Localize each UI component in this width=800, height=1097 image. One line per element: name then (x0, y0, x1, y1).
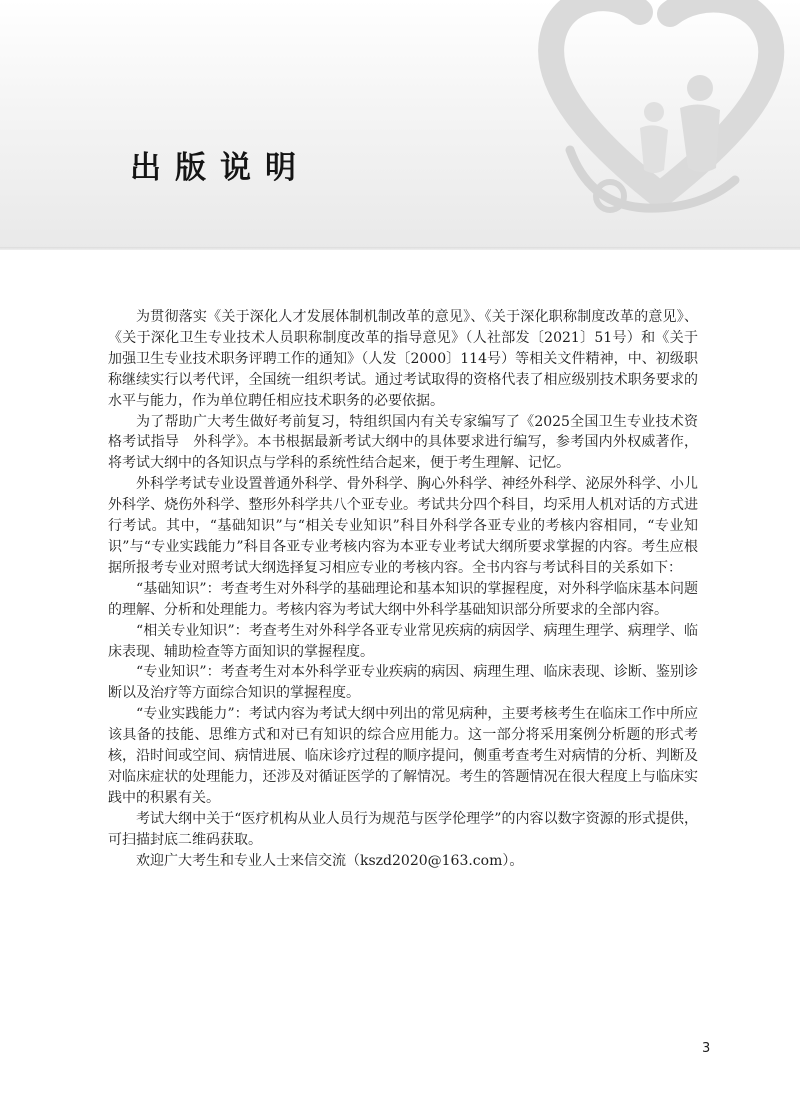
header-divider (0, 247, 800, 250)
paragraph-practical-ability: “专业实践能力”：考试内容为考试大纲中列出的常见病种，主要考核考生在临床工作中所应该具备的技能、思维方式和对已有知识的综合应用能力。这一部分将采用案例分析题的形式考核，沿时间或空间、病情进展、临床诊疗过程的顺序提问，侧重考查考生对病情的分析、判断及对临床症状的处理能力，还涉及对循证医学的了解情况。考生的答题情况在很大程度上与临床实践中的积累有关。 (108, 706, 698, 806)
paragraph-professional-knowledge: “专业知识”：考查考生对本外科学亚专业疾病的病因、病理生理、临床表现、诊断、鉴别诊断以及治疗等方面综合知识的掌握程度。 (108, 664, 698, 702)
paragraph-book-purpose: 为了帮助广大考生做好考前复习，特组织国内有关专家编写了《2025全国卫生专业技术资格考试指导 外科学》。本书根据最新考试大纲中的具体要求进行编写，参考国内外权威著作，将考试大纲中的各知识点与学科的系统性结合起来，便于考生理解、记忆。 (108, 413, 698, 472)
paragraph-basic-knowledge: “基础知识”：考查考生对外科学的基础理论和基本知识的掌握程度，对外科学临床基本问题的理解、分析和处理能力。考核内容为考试大纲中外科学基础知识部分所要求的全部内容。 (108, 580, 698, 618)
paragraph-related-knowledge: “相关专业知识”：考查考生对外科学各亚专业常见疾病的病因学、病理生理学、病理学、临床表现、辅助检查等方面知识的掌握程度。 (108, 622, 698, 660)
body-text (108, 307, 698, 871)
paragraph-digital-resources: 考试大纲中关于“医疗机构从业人员行为规范与医学伦理学”的内容以数字资源的形式提供，可扫描封底二维码获取。 (108, 810, 698, 848)
paragraph-subspecialties: 外科学考试专业设置普通外科学、骨外科学、胸心外科学、神经外科学、泌尿外科学、小儿外科学、烧伤外科学、整形外科学共八个亚专业。考试共分四个科目，均采用人机对话的方式进行考试。其中，“基础知识”与“相关专业知识”科目外科学各亚专业的考核内容相同，“专业知识”与“专业实践能力”科目各亚专业考核内容为本亚专业考试大纲所要求掌握的内容。考生应根据所报考专业对照考试大纲选择复习相应专业的考核内容。全书内容与考试科目的关系如下： (108, 476, 698, 576)
heart-stethoscope-family-icon (530, 0, 800, 240)
page-title: 出版说明 (130, 150, 310, 186)
paragraph-policy-background: 为贯彻落实《关于深化人才发展体制机制改革的意见》、《关于深化职称制度改革的意见》、《关于深化卫生专业技术人员职称制度改革的指导意见》（人社部发〔2021〕51号）和《关于加强卫生专业技术职务评聘工作的通知》（人发〔2000〕114号）等相关文件精神，中、初级职称继续实行以考代评，全国统一组织考试。通过考试取得的资格代表了相应级别技术职务要求的水平与能力，作为单位聘任相应技术职务的必要依据。 (108, 309, 698, 409)
paragraph-contact: 欢迎广大考生和专业人士来信交流（kszd2020@163.com）。 (136, 852, 524, 869)
page-number: 3 (702, 1041, 711, 1056)
